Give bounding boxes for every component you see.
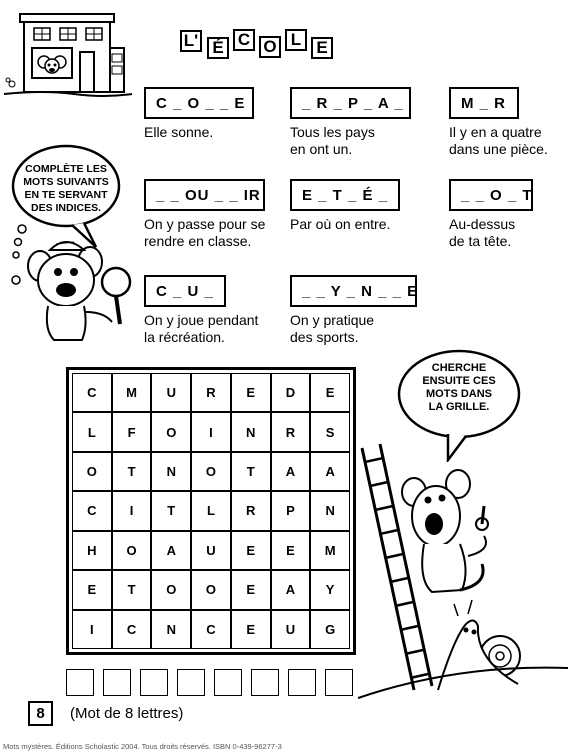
grid-cell[interactable]: T: [231, 452, 271, 491]
clue-pattern: _ _ OU _ _ IR: [144, 179, 265, 211]
title-letter: E: [311, 37, 333, 59]
clue-1: [144, 87, 254, 141]
grid-cell[interactable]: O: [191, 570, 231, 609]
answer-box[interactable]: [325, 669, 353, 696]
clue-pattern: C _ O _ _ E: [144, 87, 254, 119]
grid-cell[interactable]: U: [151, 373, 191, 412]
grid-cell[interactable]: F: [112, 412, 152, 451]
grid-cell[interactable]: M: [112, 373, 152, 412]
grid-cell[interactable]: E: [231, 610, 271, 649]
grid-cell[interactable]: Y: [310, 570, 350, 609]
bubble-left-text: COMPLÈTE LES MOTS SUIVANTS EN TE SERVANT DES INDICES.: [23, 163, 109, 214]
grid-cell[interactable]: C: [72, 491, 112, 530]
grid-cell[interactable]: E: [231, 373, 271, 412]
grid-cell[interactable]: N: [151, 610, 191, 649]
clue-pattern: _ _ Y _ N _ _ E: [290, 275, 417, 307]
grid-cell[interactable]: C: [72, 373, 112, 412]
clue-hint: On y joue pendant la récréation.: [144, 312, 259, 345]
grid-cell[interactable]: T: [112, 452, 152, 491]
grid-cell[interactable]: I: [191, 412, 231, 451]
title-letter: L: [285, 29, 307, 51]
grid-cell[interactable]: I: [72, 610, 112, 649]
grid-cell[interactable]: E: [231, 570, 271, 609]
grid-cell[interactable]: A: [271, 452, 311, 491]
grid-cell[interactable]: G: [310, 610, 350, 649]
grid-cell[interactable]: O: [151, 412, 191, 451]
answer-box[interactable]: [103, 669, 131, 696]
clue-hint: Au-dessus de ta tête.: [449, 216, 516, 249]
ladder-mouse-snail-illustration: [358, 440, 568, 700]
grid-cell[interactable]: R: [231, 491, 271, 530]
school-building-illustration: [4, 6, 132, 100]
clue-4: [144, 179, 265, 250]
clue-hint: Il y en a quatre dans une pièce.: [449, 124, 548, 157]
grid-cell[interactable]: U: [191, 531, 231, 570]
grid-cell[interactable]: O: [151, 570, 191, 609]
grid-cell[interactable]: O: [72, 452, 112, 491]
grid-cell[interactable]: N: [151, 452, 191, 491]
clue-hint: Tous les pays en ont un.: [290, 124, 375, 157]
title-letter: É: [207, 37, 229, 59]
grid-cell[interactable]: A: [310, 452, 350, 491]
mystery-word-boxes: [66, 669, 353, 696]
copyright-footer: Mots mystères. Éditions Scholastic 2004. Tous droits réservés. ISBN 0-439-96277-3: [3, 742, 282, 751]
clue-hint: On y passe pour se rendre en classe.: [144, 216, 266, 249]
grid-cell[interactable]: O: [191, 452, 231, 491]
clue-hint: Par où on entre.: [290, 216, 391, 232]
clue-pattern: M _ R: [449, 87, 519, 119]
grid-cell[interactable]: N: [231, 412, 271, 451]
clue-hint: Elle sonne.: [144, 124, 214, 140]
answer-box[interactable]: [66, 669, 94, 696]
grid-cell[interactable]: A: [151, 531, 191, 570]
answer-box[interactable]: [140, 669, 168, 696]
grid-cell[interactable]: S: [310, 412, 350, 451]
page-number: 8: [28, 701, 53, 726]
grid-cell[interactable]: C: [112, 610, 152, 649]
clue-8: [290, 275, 417, 346]
clue-pattern: C _ U _: [144, 275, 226, 307]
grid-cell[interactable]: P: [271, 491, 311, 530]
word-search-grid: [66, 367, 356, 655]
clue-hint: On y pratique des sports.: [290, 312, 375, 345]
clue-2: [290, 87, 411, 158]
answer-box[interactable]: [177, 669, 205, 696]
clue-6: [449, 179, 533, 250]
clue-7: [144, 275, 258, 346]
answer-box[interactable]: [288, 669, 316, 696]
grid-cell[interactable]: U: [271, 610, 311, 649]
grid-cell[interactable]: N: [310, 491, 350, 530]
answer-box[interactable]: [251, 669, 279, 696]
grid-cell[interactable]: D: [271, 373, 311, 412]
clue-3: [449, 87, 548, 158]
grid-cell[interactable]: E: [271, 531, 311, 570]
grid-cell[interactable]: R: [191, 373, 231, 412]
grid-cell[interactable]: E: [72, 570, 112, 609]
grid-cell[interactable]: E: [231, 531, 271, 570]
grid-cell[interactable]: T: [151, 491, 191, 530]
grid-cell[interactable]: O: [112, 531, 152, 570]
grid-cell[interactable]: M: [310, 531, 350, 570]
title-letter: O: [259, 36, 281, 58]
grid-cell[interactable]: R: [271, 412, 311, 451]
grid-cell[interactable]: L: [191, 491, 231, 530]
grid-cell[interactable]: A: [271, 570, 311, 609]
mystery-word-hint: (Mot de 8 lettres): [70, 705, 184, 722]
clue-5: [290, 179, 400, 233]
clue-pattern: _ R _ P _ A _: [290, 87, 411, 119]
grid-cell[interactable]: L: [72, 412, 112, 451]
bubble-right-text: CHERCHE ENSUITE CES MOTS DANS LA GRILLE.: [422, 362, 496, 413]
grid-cell[interactable]: C: [191, 610, 231, 649]
mouse-detective-illustration: [4, 232, 136, 342]
grid-cell[interactable]: E: [310, 373, 350, 412]
clue-pattern: E _ T _ É _: [290, 179, 400, 211]
grid-cell[interactable]: I: [112, 491, 152, 530]
title-letter: L': [180, 30, 202, 52]
grid-cell[interactable]: T: [112, 570, 152, 609]
grid-cell[interactable]: H: [72, 531, 112, 570]
clue-pattern: _ _ O _ T: [449, 179, 533, 211]
answer-box[interactable]: [214, 669, 242, 696]
title-letter: C: [233, 29, 255, 51]
